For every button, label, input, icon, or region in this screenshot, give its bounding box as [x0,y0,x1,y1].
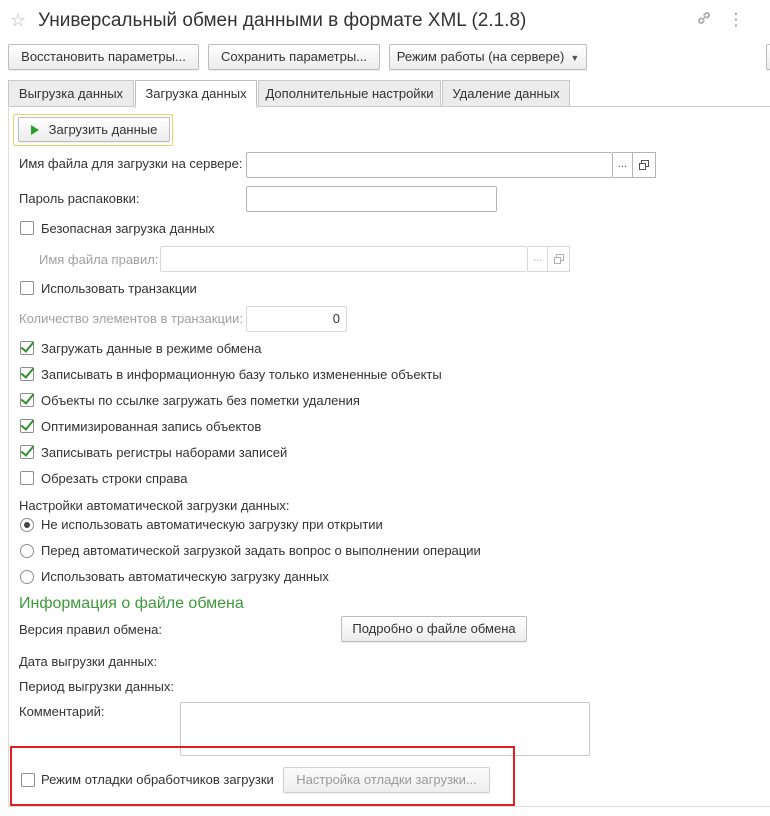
only-changed-label[interactable]: Записывать в информационную базу только измененные объекты [41,367,442,382]
optimized-write-checkbox[interactable] [20,419,34,433]
tab-additional-settings[interactable]: Дополнительные настройки [258,80,441,107]
tab-import[interactable]: Загрузка данных [135,80,257,108]
password-input[interactable] [246,186,497,212]
tab-delete-data[interactable]: Удаление данных [442,80,570,107]
auto-load-radio-use[interactable] [20,570,34,584]
active-tab-gap [135,106,257,107]
register-sets-label[interactable]: Записывать регистры наборами записей [41,445,288,460]
optimized-write-label[interactable]: Оптимизированная запись объектов [41,419,262,434]
tab-export[interactable]: Выгрузка данных [8,80,134,107]
exchange-mode-checkbox[interactable] [20,341,34,355]
trim-right-checkbox[interactable] [20,471,34,485]
export-date-label: Дата выгрузки данных: [19,654,158,669]
more-icon[interactable]: ⋮ [727,10,745,29]
load-data-button[interactable] [18,117,170,142]
auto-load-option-use[interactable]: Использовать автоматическую загрузку данных [41,569,329,584]
no-delete-mark-checkbox[interactable] [20,393,34,407]
chevron-down-icon: ▼ [570,52,580,63]
tx-count-input[interactable]: 0 [246,306,347,332]
auto-load-radio-ask[interactable] [20,544,34,558]
rules-file-input[interactable] [160,246,528,272]
exchange-mode-label[interactable]: Загружать данные в режиме обмена [41,341,262,356]
play-icon [31,125,39,135]
auto-load-label: Настройки автоматической загрузки данных: [19,498,290,513]
title-bar [0,0,770,40]
rules-file-label: Имя файла правил: [39,252,159,267]
server-file-label: Имя файла для загрузки на сервере: [19,156,243,171]
use-transactions-checkbox[interactable] [20,281,34,295]
debug-settings-button[interactable]: Настройка отладки загрузки... [283,767,490,793]
file-details-button[interactable]: Подробно о файле обмена [341,616,527,642]
trim-right-label[interactable]: Обрезать строки справа [41,471,188,486]
safe-load-label[interactable]: Безопасная загрузка данных [41,221,215,236]
auto-load-option-ask[interactable]: Перед автоматической загрузкой задать вопрос о выполнении операции [41,543,481,558]
auto-load-radio-none[interactable] [20,518,34,532]
open-window-icon[interactable] [633,152,656,178]
window-title: Универсальный обмен данными в формате XML (2.1.8) [38,10,527,31]
server-file-select-button[interactable]: ... [613,152,633,178]
star-icon[interactable]: ☆ [10,10,27,30]
safe-load-checkbox[interactable] [20,221,34,235]
mode-dropdown-label: Режим работы (на сервере) [396,49,565,64]
comment-label: Комментарий: [19,704,105,719]
auto-load-option-none[interactable]: Не использовать автоматическую загрузку при открытии [41,517,383,532]
use-transactions-label[interactable]: Использовать транзакции [41,281,197,296]
export-period-label: Период выгрузки данных: [19,679,174,694]
file-info-section-title: Информация о файле обмена [19,595,244,612]
restore-params-button[interactable]: Восстановить параметры... [8,44,199,70]
mode-dropdown-button[interactable] [389,44,587,70]
load-data-label: Загрузить данные [48,122,158,137]
panel-bottom-border [8,806,770,807]
debug-mode-checkbox[interactable] [21,773,35,787]
save-params-button[interactable]: Сохранить параметры... [208,44,380,70]
toolbar-overflow-button[interactable] [766,44,770,70]
rules-file-select-button[interactable]: ... [528,246,548,272]
only-changed-checkbox[interactable] [20,367,34,381]
debug-mode-label[interactable]: Режим отладки обработчиков загрузки [41,772,274,787]
link-icon[interactable] [694,10,714,30]
rules-open-window-icon[interactable] [548,246,570,272]
no-delete-mark-label[interactable]: Объекты по ссылке загружать без пометки удаления [41,393,360,408]
register-sets-checkbox[interactable] [20,445,34,459]
panel-border [8,106,9,806]
tab-divider [8,106,770,107]
server-file-input[interactable] [246,152,613,178]
tx-count-label: Количество элементов в транзакции: [19,311,244,326]
rules-version-label: Версия правил обмена: [19,622,162,637]
password-label: Пароль распаковки: [19,191,140,206]
